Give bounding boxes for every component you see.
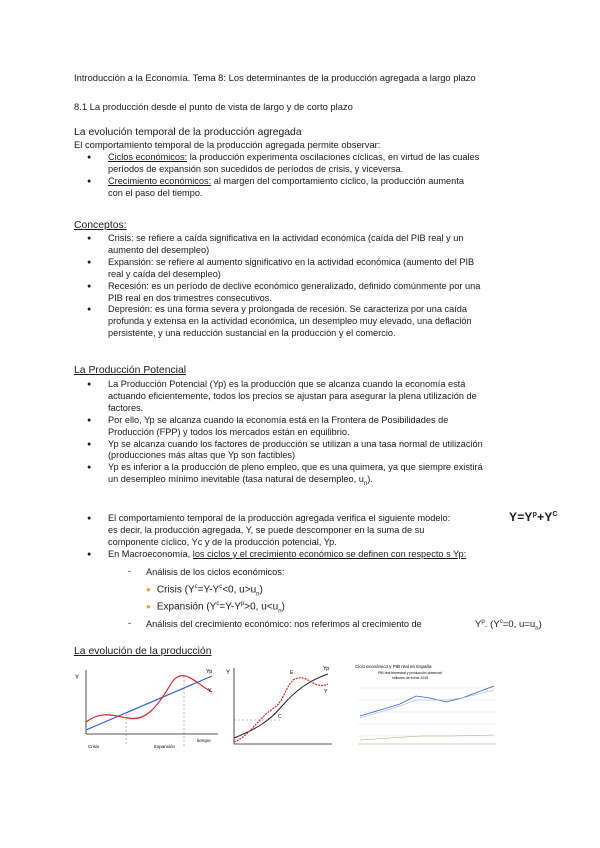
text: (producciones más altas que Yp son factibles) bbox=[108, 450, 296, 461]
text: ) bbox=[259, 584, 263, 596]
section-subtitle: 8.1 La producción desde el punto de vista de largo y de corto plazo bbox=[74, 101, 353, 112]
superscript: c bbox=[219, 584, 223, 590]
text: ). bbox=[367, 474, 373, 485]
text: Crisis: se refiere a caída significativa en la actividad económica (caída del PIB real y un bbox=[108, 233, 464, 243]
text: PIB real en dos trimestres consecutivos. bbox=[108, 292, 272, 303]
superscript: p bbox=[481, 619, 485, 625]
text: =Y-Y bbox=[219, 601, 241, 613]
list-item bbox=[74, 513, 534, 549]
text: un desempleo mínimo inevitable (tasa natural de desempleo, u bbox=[108, 474, 364, 485]
text: Expansión: se refiere al aumento significativo en la actividad económica (aumento del PIB bbox=[108, 256, 475, 267]
text: Depresión: es una forma severa y prolongada de recesión. Se caracteriza por una caída bbox=[108, 304, 468, 315]
list-item bbox=[74, 281, 534, 305]
intro-text: El comportamiento temporal de la producción agregada permite observar: bbox=[74, 139, 381, 150]
text: La Producción Potencial (Yp) es la producción que se alcanza cuando la economía está bbox=[108, 379, 466, 389]
subscript: n bbox=[278, 608, 282, 615]
superscript: p bbox=[532, 511, 538, 518]
model-formula bbox=[509, 510, 558, 524]
text: <0, u>u bbox=[222, 584, 257, 596]
text: factores. bbox=[108, 402, 144, 413]
y-axis-label: Y bbox=[226, 670, 231, 676]
document-title: Introducción a la Economía. Tema 8: Los determinantes de la producción agregada a largo plazo bbox=[74, 72, 476, 83]
list-item bbox=[74, 415, 534, 439]
heading-produccion-potencial: La Producción Potencial bbox=[74, 365, 187, 376]
text: El comportamiento temporal de la producción agregada verifica el siguiente modelo: bbox=[108, 513, 451, 523]
superscript: p bbox=[240, 601, 245, 607]
cycles-label: Análisis de los ciclos económicos: bbox=[146, 567, 285, 577]
bullet-list-conceptos bbox=[74, 233, 534, 340]
list-item bbox=[74, 233, 534, 257]
text: >0, u<u bbox=[244, 601, 279, 613]
bullet-list-potencial bbox=[74, 379, 534, 491]
expansion-period-label: Expansión bbox=[154, 744, 176, 749]
text: con el paso del tiempo. bbox=[108, 187, 203, 198]
superscript: c bbox=[194, 584, 198, 590]
subscript: n bbox=[256, 591, 260, 598]
text: ) bbox=[538, 619, 542, 631]
orange-bullet-icon: ● bbox=[146, 585, 151, 595]
y-axis-label: Y bbox=[75, 675, 80, 681]
list-item bbox=[74, 549, 534, 561]
bullet-list-evolution bbox=[74, 152, 534, 200]
heading-evolucion-produccion: La evolución de la producción bbox=[74, 646, 212, 657]
text: la producción experimenta oscilaciones cíclicas, en virtud de las cuales bbox=[187, 152, 480, 162]
expansion-point-label: E bbox=[290, 670, 294, 676]
list-item bbox=[74, 257, 534, 281]
text: =Y-Y bbox=[197, 584, 220, 596]
list-item bbox=[74, 176, 534, 200]
list-item bbox=[74, 379, 534, 415]
text: Expansión (Y bbox=[156, 601, 217, 613]
text: períodos de expansión son sucedidos de períodos de crisis, y viceversa. bbox=[108, 163, 404, 174]
expansion-formula bbox=[146, 598, 285, 617]
text: Yp se alcanza cuando los factores de producción se utilizan a una tasa normal de utilización bbox=[108, 438, 483, 449]
text: real y caída del desempleo) bbox=[108, 268, 221, 279]
text: persistente, y una reducción sustancial en la producción y el comercio. bbox=[108, 328, 396, 339]
subscript: n bbox=[535, 626, 539, 633]
text: En Macroeconomía, bbox=[108, 548, 193, 559]
chart-subtitle: PIB real trimestral y producción potencial bbox=[378, 671, 442, 675]
chart-title: Ciclo económico y PIB real en España bbox=[355, 664, 432, 669]
term-crecimiento: Crecimiento económicos: bbox=[108, 175, 212, 186]
list-item bbox=[74, 462, 534, 491]
y-label: Y bbox=[208, 688, 212, 694]
text: es decir, la producción agregada, Y, se puede descomponer en la suma de su bbox=[108, 524, 425, 535]
text: actuando eficientemente, todos los precios se ajustan para asegurar la plena utilización de bbox=[108, 390, 477, 401]
text: Recesión: es un período de declive económico generalizado, definido comúnmente por una bbox=[108, 280, 481, 291]
yp-label: Yp bbox=[206, 669, 213, 675]
dash-marker: - bbox=[128, 618, 131, 628]
list-item bbox=[74, 152, 534, 176]
text: al margen del comportamiento cíclico, la producción aumenta bbox=[211, 175, 464, 186]
figure-cycle-diagram bbox=[72, 662, 220, 752]
time-label: tiempo bbox=[197, 738, 211, 743]
orange-bullet-icon: ● bbox=[146, 602, 151, 612]
heading-evolucion-temporal: La evolución temporal de la producción agregada bbox=[74, 127, 302, 138]
superscript: c bbox=[216, 601, 220, 607]
formula-part: Y=Y bbox=[509, 510, 533, 524]
text: Y bbox=[475, 619, 482, 631]
crisis-point-label: C bbox=[278, 714, 282, 720]
growth-formula bbox=[475, 616, 542, 635]
dash-marker: - bbox=[128, 566, 131, 576]
superscript: c bbox=[499, 619, 503, 625]
list-item bbox=[74, 439, 534, 463]
text: Por ello, Yp se alcanza cuando la economía está en la Frontera de Posibilidades de bbox=[108, 414, 449, 425]
list-item bbox=[74, 304, 534, 340]
superscript: C bbox=[552, 511, 558, 518]
y-label: Y bbox=[324, 689, 328, 695]
growth-label: Análisis del crecimiento económico: nos referimos al crecimiento de bbox=[146, 619, 422, 629]
figure-spain-gdp-chart bbox=[350, 660, 500, 752]
term-ciclos: Ciclos económicos: bbox=[108, 152, 188, 162]
crisis-period-label: Crisis bbox=[88, 744, 100, 749]
text: Yp es inferior a la producción de pleno empleo, que es una quimera, ya que siempre existirá bbox=[108, 462, 483, 473]
text: ) bbox=[281, 601, 285, 613]
text: aumento del desempleo) bbox=[108, 244, 210, 255]
text: Crisis (Y bbox=[156, 584, 195, 596]
text: componente cíclico, Yc y de la producción potencial, Yp. bbox=[108, 536, 337, 547]
yp-label: Yp bbox=[323, 666, 330, 672]
text: los ciclos y el crecimiento económico se definen con respecto s Yp: bbox=[192, 548, 467, 559]
text: profunda y extensa en la actividad económica, un desempleo muy elevado, una deflación bbox=[108, 316, 472, 327]
subscript: n bbox=[363, 481, 368, 488]
bullet-list-modelo bbox=[74, 513, 534, 561]
formula-part: +Y bbox=[537, 510, 553, 524]
text: =0, u=u bbox=[502, 619, 536, 631]
text: Producción (FPP) y todos los mercados están en equilibrio. bbox=[108, 426, 350, 437]
text: . (Y bbox=[484, 619, 500, 631]
chart-units: millones de euros 2015 bbox=[392, 676, 429, 680]
heading-conceptos: Conceptos: bbox=[74, 220, 127, 231]
figure-growth-diagram bbox=[224, 660, 334, 752]
